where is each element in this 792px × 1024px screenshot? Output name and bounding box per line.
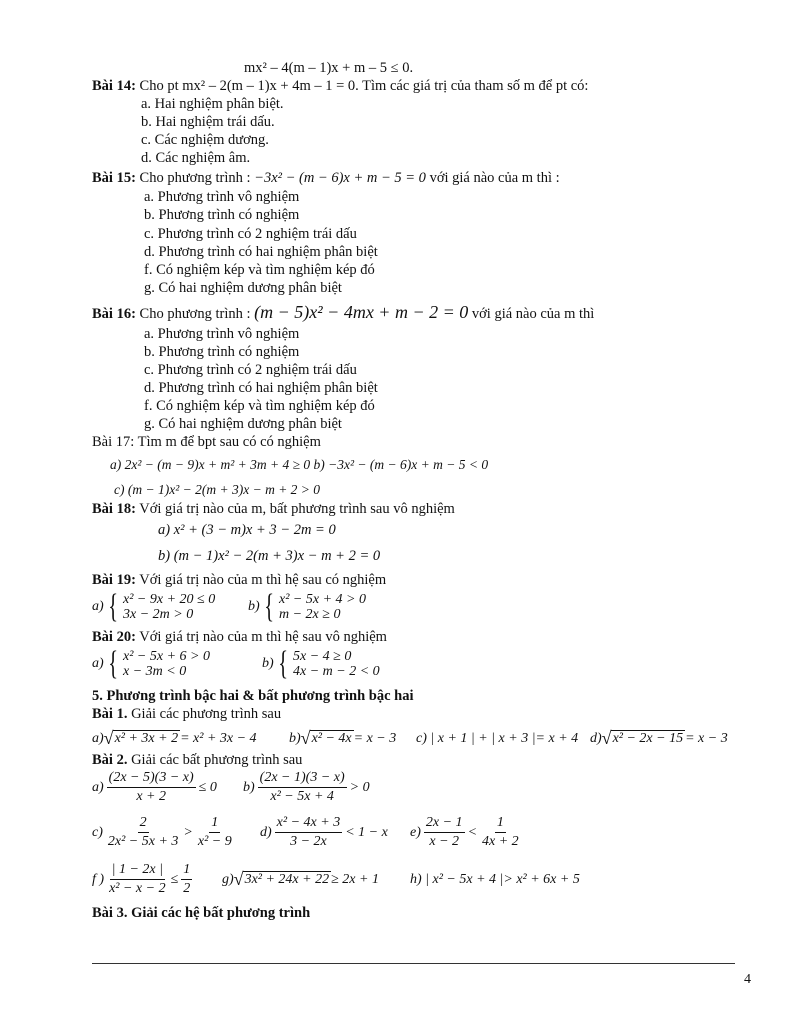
system-label: a) <box>92 656 104 671</box>
s5-ex2-b <box>243 770 370 805</box>
s5-ex1-d <box>590 728 728 749</box>
inequality-rhs: ≥ 2x + 1 <box>331 871 379 887</box>
denominator: x² − 9 <box>197 834 232 849</box>
exercise-15-label: Bài 15: <box>92 170 136 186</box>
equation-rhs: = x² + 3x − 4 <box>180 730 257 746</box>
system-row: x² − 5x + 6 > 0 <box>123 649 210 664</box>
exercise-19-text: Với giá trị nào của m thì hệ sau có nghiệm <box>135 572 387 588</box>
relation: ≤ 0 <box>198 779 217 795</box>
item-label: g) <box>222 871 234 887</box>
numerator: (2x − 5)(3 − x) <box>107 770 196 788</box>
denominator: 4x + 2 <box>482 834 519 849</box>
s5-ex2-g <box>222 869 379 890</box>
denominator: x² − x − 2 <box>109 881 166 896</box>
footer-rule <box>92 963 735 964</box>
brace: { <box>107 588 118 625</box>
s5-ex2-e <box>410 815 524 850</box>
numerator: x² − 4x + 3 <box>275 815 343 833</box>
item-label: c) <box>92 824 103 840</box>
list-item: d. Phương trình có hai nghiệm phân biệt <box>144 380 378 396</box>
exercise-18-b: b) (m − 1)x² − 2(m + 3)x − m + 2 = 0 <box>158 548 381 564</box>
s5-ex2-c <box>92 815 237 850</box>
system-row: 3x − 2m > 0 <box>123 607 194 622</box>
equation-rhs: = x − 3 <box>353 730 397 746</box>
item-label: b) <box>289 730 301 746</box>
s5-exercise-2 <box>92 752 302 769</box>
s5-ex1-b <box>289 728 396 749</box>
list-item: a. Phương trình vô nghiệm <box>144 189 300 205</box>
denominator: x − 2 <box>429 834 460 849</box>
denominator: 3 − 2x <box>290 834 327 849</box>
list-item: d. Phương trình có hai nghiệm phân biệt <box>144 244 378 260</box>
denominator: x² − 5x + 4 <box>270 789 334 804</box>
relation: < <box>467 824 478 840</box>
exercise-20-system-a <box>92 647 210 681</box>
exercise-14-label: Bài 14: <box>92 78 136 94</box>
numerator: 1 <box>495 815 506 833</box>
numerator: 2x − 1 <box>424 815 465 833</box>
exercise-15-equation: −3x² − (m − 6)x + m − 5 = 0 <box>254 170 426 186</box>
list-item: f. Có nghiệm kép và tìm nghiệm kép đó <box>144 262 375 278</box>
page-number: 4 <box>744 972 751 987</box>
exercise-18 <box>92 501 455 518</box>
list-item: a. Phương trình vô nghiệm <box>144 326 300 342</box>
list-item: b. Phương trình có nghiệm <box>144 207 300 223</box>
exercise-18-a: a) x² + (3 − m)x + 3 − 2m = 0 <box>158 522 336 538</box>
list-item: b. Phương trình có nghiệm <box>144 344 300 360</box>
exercise-14 <box>92 78 588 95</box>
system-label: b) <box>248 599 260 614</box>
item-label: e) <box>410 824 421 840</box>
exercise-18-text: Với giá trị nào của m, bất phương trình sau vô nghiệm <box>135 501 455 517</box>
exercise-15-text: Cho phương trình : <box>135 170 255 186</box>
item-label: f ) <box>92 871 105 887</box>
exercise-16-text: Cho phương trình : <box>135 306 255 322</box>
system-row: x² − 5x + 4 > 0 <box>279 592 366 607</box>
list-item: b. Hai nghiệm trái dấu. <box>141 114 275 130</box>
exercise-14-text: Cho pt mx² – 2(m – 1)x + 4m – 1 = 0. Tìm các giá trị của tham số m để pt có: <box>135 78 589 94</box>
top-inequality: mx² – 4(m – 1)x + m – 5 ≤ 0. <box>244 60 414 76</box>
s5-ex1-c: c) | x + 1 | + | x + 3 |= x + 4 <box>416 731 579 746</box>
denominator: 2 <box>183 881 191 896</box>
exercise-19-system-a <box>92 590 215 624</box>
list-item: c. Phương trình có 2 nghiệm trái dấu <box>144 362 357 378</box>
radicand: 3x² + 24x + 22 <box>244 872 330 887</box>
sqrt-symbol: √ <box>233 869 244 889</box>
exercise-17-a: a) 2x² − (m − 9)x + m² + 3m + 4 ≥ 0 b) −3x² − (m − 6)x + m − 5 < 0 <box>110 457 489 472</box>
section-heading: 5. Phương trình bậc hai & bất phương trình bậc hai <box>92 688 414 704</box>
s5-exercise-1 <box>92 706 281 723</box>
list-item: a. Hai nghiệm phân biệt. <box>141 96 284 112</box>
relation: < 1 − x <box>345 824 388 840</box>
exercise-15-tail: với giá nào của m thì : <box>425 170 560 186</box>
radicand: x² − 4x <box>311 731 352 746</box>
system-label: a) <box>92 599 104 614</box>
s5-ex1-a <box>92 728 257 749</box>
brace: { <box>107 645 118 682</box>
s5-ex2-f <box>92 862 195 897</box>
system-row: m − 2x ≥ 0 <box>279 607 341 622</box>
list-item: c. Các nghiệm dương. <box>141 132 269 148</box>
exercise-19-label: Bài 19: <box>92 572 136 588</box>
s5-exercise-3: Bài 3. Giải các hệ bất phương trình <box>92 905 311 921</box>
list-item: c. Phương trình có 2 nghiệm trái dấu <box>144 226 357 242</box>
list-item: f. Có nghiệm kép và tìm nghiệm kép đó <box>144 398 375 414</box>
exercise-16-equation: (m − 5)x² − 4mx + m − 2 = 0 <box>254 302 469 322</box>
item-label: a) <box>92 779 104 795</box>
numerator: | 1 − 2x | <box>110 862 165 880</box>
relation: > 0 <box>349 779 370 795</box>
s5-exercise-1-text: Giải các phương trình sau <box>127 706 282 722</box>
exercise-19-system-b <box>248 590 366 624</box>
exercise-18-label: Bài 18: <box>92 501 136 517</box>
exercise-20-text: Với giá trị nào của m thì hệ sau vô nghiệm <box>135 629 387 645</box>
s5-exercise-2-label: Bài 2. <box>92 752 128 768</box>
list-item: g. Có hai nghiệm dương phân biệt <box>144 416 342 432</box>
system-row: x² − 9x + 20 ≤ 0 <box>123 592 216 607</box>
exercise-15 <box>92 170 560 187</box>
s5-ex2-h: h) | x² − 5x + 4 |> x² + 6x + 5 <box>410 872 580 887</box>
radicand: x² − 2x − 15 <box>612 731 684 746</box>
exercise-20-label: Bài 20: <box>92 629 136 645</box>
s5-exercise-2-text: Giải các bất phương trình sau <box>127 752 303 768</box>
item-label: b) <box>243 779 255 795</box>
brace: { <box>277 645 288 682</box>
denominator: 2x² − 5x + 3 <box>107 834 179 849</box>
exercise-17-title: Bài 17: Tìm m để bpt sau có có nghiệm <box>92 434 321 450</box>
item-label: a) <box>92 730 104 746</box>
system-row: x − 3m < 0 <box>123 664 187 679</box>
exercise-16-label: Bài 16: <box>92 306 136 322</box>
list-item: d. Các nghiệm âm. <box>141 150 251 166</box>
list-item: g. Có hai nghiệm dương phân biệt <box>144 280 342 296</box>
exercise-16 <box>92 304 594 323</box>
numerator: (2x − 1)(3 − x) <box>258 770 347 788</box>
exercise-17-c: c) (m − 1)x² − 2(m + 3)x − m + 2 > 0 <box>114 482 321 497</box>
s5-ex2-d <box>260 815 388 850</box>
s5-ex2-a <box>92 770 217 805</box>
denominator: x + 2 <box>136 789 166 804</box>
exercise-19 <box>92 572 386 589</box>
brace: { <box>263 588 274 625</box>
relation: ≤ <box>170 871 179 887</box>
numerator: 1 <box>209 815 220 833</box>
exercise-20 <box>92 629 387 646</box>
item-label: d) <box>590 730 602 746</box>
equation-rhs: = x − 3 <box>685 730 728 746</box>
exercise-20-system-b <box>262 647 380 681</box>
sqrt-symbol: √ <box>601 728 612 748</box>
sqrt-symbol: √ <box>103 728 114 748</box>
numerator: 1 <box>181 862 192 880</box>
system-label: b) <box>262 656 274 671</box>
sqrt-symbol: √ <box>300 728 311 748</box>
system-row: 4x − m − 2 < 0 <box>293 664 380 679</box>
system-row: 5x − 4 ≥ 0 <box>293 649 352 664</box>
exercise-16-tail: với giá nào của m thì <box>468 306 595 322</box>
radicand: x² + 3x + 2 <box>114 731 179 746</box>
relation: > <box>183 824 193 840</box>
s5-exercise-1-label: Bài 1. <box>92 706 128 722</box>
numerator: 2 <box>138 815 149 833</box>
item-label: d) <box>260 824 272 840</box>
